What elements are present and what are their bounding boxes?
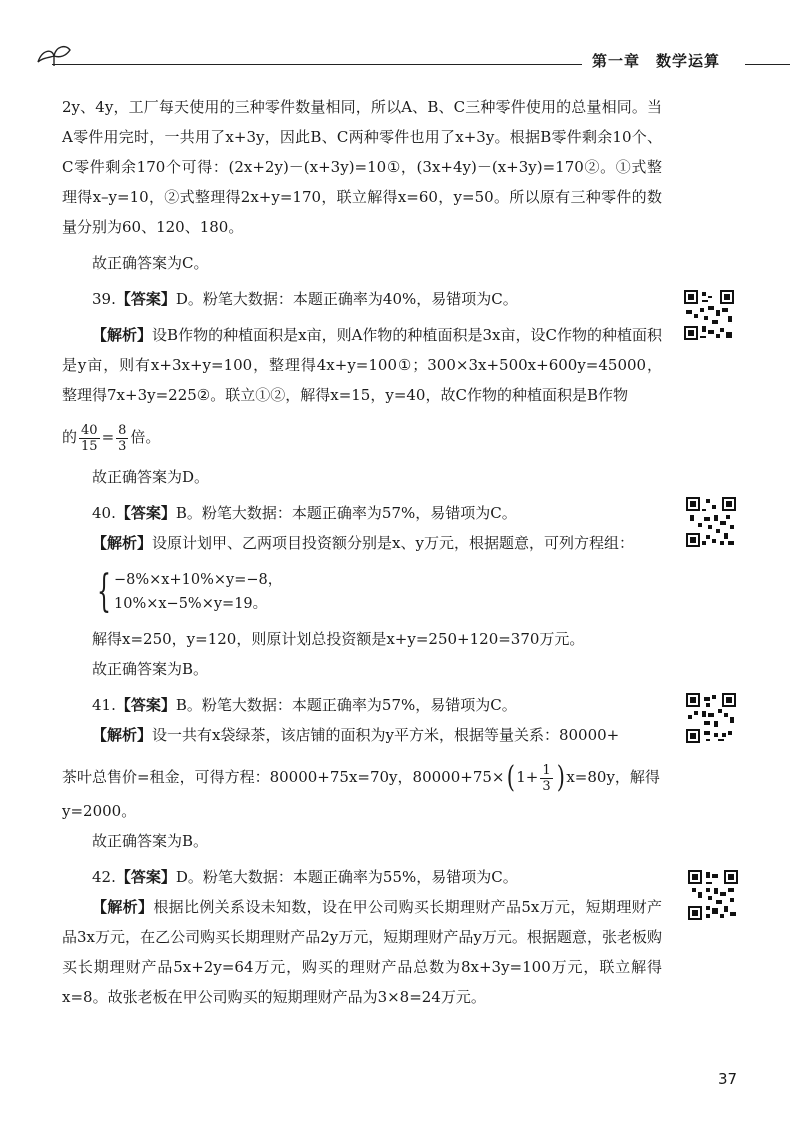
- question-number: 39.: [92, 290, 116, 308]
- equation-system: [90, 568, 662, 616]
- question-number: 41.: [92, 696, 116, 714]
- question-39-analysis: [62, 320, 662, 410]
- question-42-analysis: [62, 892, 662, 1012]
- answer-mark: 【答案】: [115, 290, 176, 308]
- chapter-title: [592, 50, 720, 71]
- fraction-40-15: [79, 423, 100, 454]
- fraction-8-3: [116, 423, 128, 454]
- analysis-text: 设原计划甲、乙两项目投资额分别是x、y万元，根据题意，可列方程组：: [152, 534, 634, 552]
- question-number: 40.: [92, 504, 116, 522]
- header-rule-right: [745, 64, 790, 65]
- answer-text: B。粉笔大数据：本题正确率为57%，易错项为C。: [175, 696, 517, 714]
- answer-line-40: 故正确答案为B。: [92, 660, 209, 678]
- answer-mark: 【答案】: [115, 696, 176, 714]
- left-paren: (: [506, 760, 515, 795]
- fraction-suffix: 倍。: [130, 428, 161, 446]
- analysis-text: 设B作物的种植面积是x亩，则A作物的种植面积是3x亩，设C作物的种植面积是y亩，则有x+3x+y=100，整理得4x+y=100①；300×3x+500x+600y=45000，整理得7x+3y=225②。联立①②，解得x=15，y=40，故C作物的种植面积是B作物: [62, 326, 662, 404]
- right-paren: ): [556, 760, 565, 795]
- question-41-analysis: [62, 720, 662, 750]
- question-39-fraction-line: [62, 418, 662, 456]
- fraction-numerator: 1: [542, 762, 551, 778]
- analysis-mark: 【解析】: [92, 726, 153, 744]
- analysis-text: 根据比例关系设未知数，设在甲公司购买长期理财产品5x万元，短期理财产品3x万元，在乙公司购买长期理财产品2y万元，短期理财产品y万元。根据题意，张老板购买长期理财产品5x+2y=64万元，购买的理财产品总数为8x+3y=100万元，联立解得x=8。故张老板在甲公司购买的短期理财产品为3×8=24万元。: [62, 898, 662, 1006]
- answer-line-41: 故正确答案为B。: [92, 832, 209, 850]
- chapter-number: 第一章: [592, 52, 641, 70]
- equation-2: 10%×x−5%×y=19。: [114, 596, 268, 612]
- question-40-solution: 解得x=250，y=120，则原计划总投资额是x+y=250+120=370万元。: [92, 630, 585, 648]
- fraction-denominator: 3: [118, 438, 127, 454]
- answer-text: D。粉笔大数据：本题正确率为40%，易错项为C。: [175, 290, 518, 308]
- analysis-mark: 【解析】: [92, 326, 153, 344]
- chapter-section: 数学运算: [656, 52, 721, 70]
- fraction-prefix: 的: [62, 428, 78, 446]
- question-41-answer: [62, 690, 662, 720]
- question-40-analysis: [62, 528, 662, 558]
- header-rule-left: [52, 64, 582, 65]
- qr-code-icon[interactable]: [686, 693, 736, 743]
- question-41-equation-line: [62, 758, 662, 796]
- analysis-text: 设一共有x袋绿茶，该店铺的面积为y平方米，根据等量关系：80000+: [152, 726, 620, 744]
- question-41-result: y=2000。: [62, 802, 137, 820]
- answer-mark: 【答案】: [115, 504, 176, 522]
- one-plus: 1+: [516, 768, 539, 786]
- question-39-answer: [62, 284, 662, 314]
- qr-code-icon[interactable]: [688, 870, 738, 920]
- qr-code-icon[interactable]: [684, 290, 734, 340]
- fraction-1-3: [540, 763, 552, 794]
- answer-mark: 【答案】: [115, 868, 176, 886]
- answer-text: D。粉笔大数据：本题正确率为55%，易错项为C。: [175, 868, 518, 886]
- paragraph-continuation: 2y、4y，工厂每天使用的三种零件数量相同，所以A、B、C三种零件使用的总量相同。当A零件用完时，一共用了x+3y，因此B、C两种零件也用了x+3y。根据B零件剩余10个、C零件剩余170个可得：(2x+2y)－(x+3y)=10①，(3x+4y)－(x+3y)=170②。①式整理得x–y=10，②式整理得2x+y=170，联立解得x=60，y=50。所以原有三种零件的数量分别为60、120、180。: [62, 98, 662, 236]
- equation-text-b: 80000+75×: [412, 768, 505, 786]
- equals-sign: =: [101, 428, 115, 446]
- answer-line-38: 故正确答案为C。: [92, 254, 209, 272]
- question-number: 42.: [92, 868, 116, 886]
- equation-1: −8%×x+10%×y=−8，: [114, 572, 283, 588]
- fraction-numerator: 40: [81, 422, 98, 438]
- question-42-answer: [62, 862, 662, 892]
- brace-symbol: {: [97, 566, 111, 617]
- answer-line-39: 故正确答案为D。: [92, 468, 210, 486]
- fraction-numerator: 8: [118, 422, 127, 438]
- fraction-denominator: 15: [81, 438, 98, 454]
- page-number: 37: [718, 1070, 738, 1088]
- page-body: [62, 92, 662, 1012]
- equation-text-a: 茶叶总售价=租金，可得方程：80000+75x=70y，: [62, 768, 413, 786]
- analysis-mark: 【解析】: [92, 898, 154, 916]
- qr-code-icon[interactable]: [686, 497, 736, 547]
- analysis-mark: 【解析】: [92, 534, 153, 552]
- answer-text: B。粉笔大数据：本题正确率为57%，易错项为C。: [175, 504, 517, 522]
- fraction-denominator: 3: [542, 778, 551, 794]
- equation-text-c: x=80y，解得: [566, 768, 660, 786]
- question-40-answer: [62, 498, 662, 528]
